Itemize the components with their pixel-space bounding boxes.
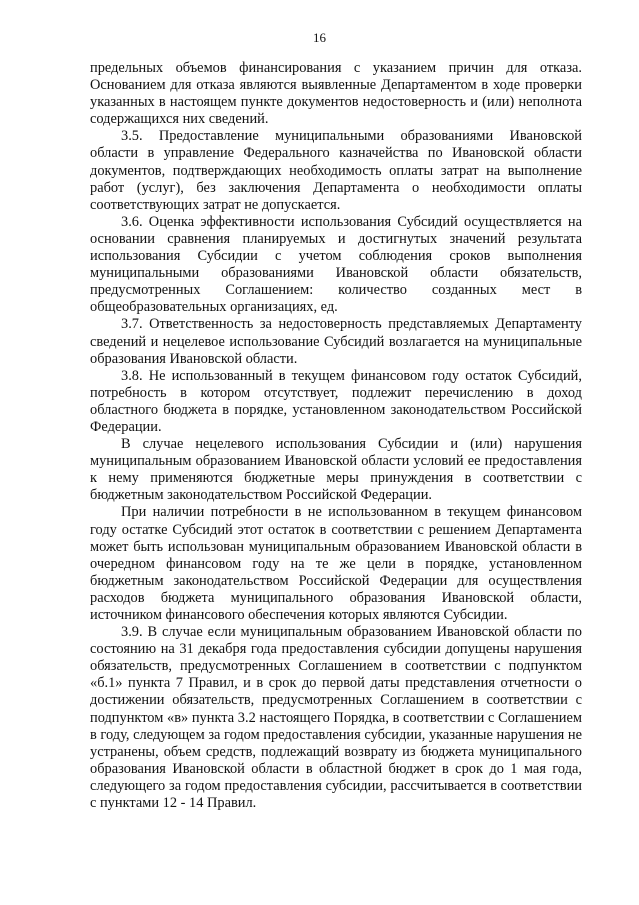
paragraph-3-8: 3.8. Не использованный в текущем финансовом году остаток Субсидий, потребность в котором отсутствует, подлежит перечислению в доход областного бюджета в порядке, установленном законодательством Российской Федерации.: [90, 367, 582, 435]
paragraph-misuse-case: В случае нецелевого использования Субсидии и (или) нарушения муниципальным образованием Ивановской области условий ее предоставления к нему применяются бюджетные меры принуждения в соответствии с бюджетным законодательством Российской Федерации.: [90, 436, 582, 504]
paragraph-continuation: предельных объемов финансирования с указанием причин для отказа. Основанием для отказа являются выявленные Департаментом в ходе проверки указанных в настоящем пункте документов недостоверность и (или) неполнота содержащихся них сведений.: [90, 60, 582, 128]
page-number: 16: [313, 30, 326, 45]
paragraph-3-5: 3.5. Предоставление муниципальными образованиями Ивановской области в управление Федерального казначейства по Ивановской области документов, подтверждающих необходимость оплаты затрат на выполнение работ (услуг), без заключения Департамента о необходимости оплаты соответствующих затрат не допускается.: [90, 128, 582, 213]
paragraph-3-6: 3.6. Оценка эффективности использования Субсидий осуществляется на основании сравнения планируемых и достигнутых значений результата использования Субсидии с учетом соблюдения сроков выполнения муниципальными образованиями Ивановской области обязательств, предусмотренных Соглашением: количество созданных мест в общеобразовательных организациях, ед.: [90, 213, 582, 316]
paragraph-3-9: 3.9. В случае если муниципальным образованием Ивановской области по состоянию на 31 декабря года предоставления субсидии допущены нарушения обязательств, предусмотренных Соглашением в соответствии с подпунктом «б.1» пункта 7 Правил, и в срок до первой даты представления отчетности о достижении обязательств, предусмотренных Соглашением в соответствии с подпунктом «в» пункта 3.2 настоящего Порядка, в соответствии с Соглашением в году, следующем за годом предоставления субсидии, указанные нарушения не устранены, объем средств, подлежащий возврату из бюджета муниципального образования Ивановской области в областной бюджет в срок до 1 мая года, следующего за годом предоставления субсидии, рассчитывается в соответствии с пунктами 12 - 14 Правил.: [90, 624, 582, 812]
paragraph-remaining-balance: При наличии потребности в не использованном в текущем финансовом году остатке Субсидий этот остаток в соответствии с решением Департамента может быть использован муниципальным образованием Ивановской области в очередном финансовом году на те же цели в порядке, установленном бюджетным законодательством Российской Федерации для осуществления расходов бюджета муниципального образования Ивановской области, источником финансового обеспечения которых являются Субсидии.: [90, 504, 582, 623]
document-body: [90, 60, 582, 812]
paragraph-3-7: 3.7. Ответственность за недостоверность представляемых Департаменту сведений и нецелевое использование Субсидий возлагается на муниципальные образования Ивановской области.: [90, 316, 582, 367]
